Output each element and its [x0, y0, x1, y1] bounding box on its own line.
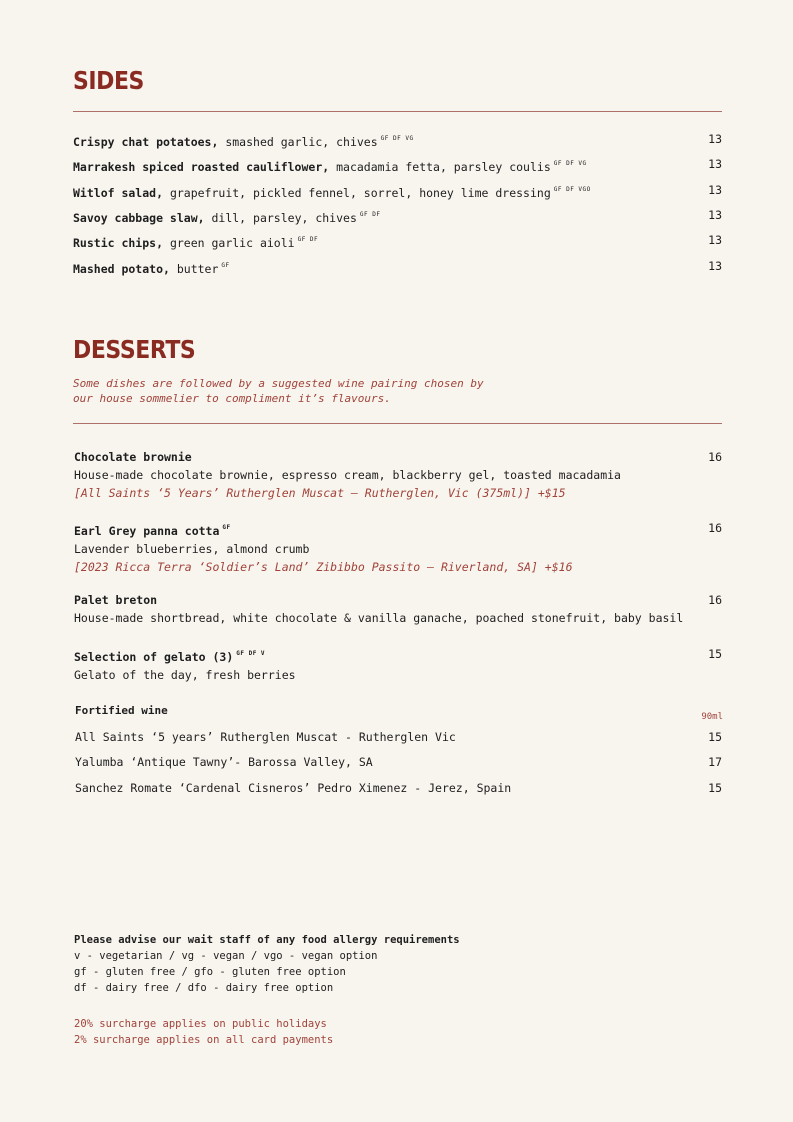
legend-line-vegetarian: v - vegetarian / vg - vegan / vgo - vegan option — [74, 950, 378, 962]
dessert-name: Selection of gelato (3) — [74, 650, 234, 664]
side-item-tags: GF DF VG — [380, 135, 414, 142]
dessert-item — [74, 591, 722, 627]
dessert-price: 15 — [708, 647, 722, 661]
desserts-intro-line-2: our house sommelier to compliment it’s flavours. — [73, 392, 391, 405]
desserts-divider — [73, 423, 722, 424]
wine-price: 17 — [708, 755, 722, 769]
dessert-name: Earl Grey panna cotta — [74, 524, 220, 538]
side-item-desc: butter — [169, 262, 219, 276]
dessert-name: Chocolate brownie — [74, 450, 192, 464]
side-item-tags: GF DF — [297, 236, 319, 243]
dessert-price: 16 — [708, 521, 722, 535]
side-item-desc: grapefruit, pickled fennel, sorrel, honey lime dressing — [163, 186, 551, 200]
side-item — [73, 258, 722, 274]
side-item-price: 13 — [708, 259, 722, 273]
side-item-name: Witlof salad, — [73, 186, 164, 200]
wine-price: 15 — [708, 781, 722, 795]
dessert-price: 16 — [708, 593, 722, 607]
legend-line-dairy: df - dairy free / dfo - dairy free option — [74, 982, 334, 994]
surcharge-holidays: 20% surcharge applies on public holidays — [74, 1018, 327, 1030]
side-item — [73, 182, 722, 198]
side-item-price: 13 — [708, 233, 722, 247]
side-item-price: 13 — [708, 132, 722, 146]
dessert-item — [74, 645, 722, 684]
wine-name: All Saints ‘5 years’ Rutherglen Muscat - Rutherglen Vic — [75, 730, 456, 744]
dessert-desc: Gelato of the day, fresh berries — [74, 668, 296, 682]
desserts-heading: DESSERTS — [73, 335, 196, 364]
side-item-price: 13 — [708, 157, 722, 171]
dessert-name: Palet breton — [74, 593, 158, 607]
dessert-tags: GF DF V — [236, 650, 266, 657]
side-item — [73, 232, 722, 248]
legend-line-gluten: gf - gluten free / gfo - gluten free option — [74, 966, 346, 978]
side-item-price: 13 — [708, 183, 722, 197]
side-item-tags: GF DF VG — [553, 160, 587, 167]
side-item-tags: GF — [221, 262, 230, 269]
dessert-item — [74, 519, 722, 576]
side-item-tags: GF DF VGO — [553, 186, 591, 193]
side-item — [73, 207, 722, 223]
wine-name: Sanchez Romate ‘Cardenal Cisneros’ Pedro Ximenez - Jerez, Spain — [75, 781, 512, 795]
side-item-desc: dill, parsley, chives — [204, 211, 357, 225]
side-item — [73, 131, 722, 147]
side-item-price: 13 — [708, 208, 722, 222]
side-item-desc: smashed garlic, chives — [218, 135, 378, 149]
side-item — [73, 156, 722, 172]
allergy-heading: Please advise our wait staff of any food allergy requirements — [74, 934, 460, 946]
desserts-intro-line-1: Some dishes are followed by a suggested wine pairing chosen by — [73, 377, 484, 390]
side-item-desc: macadamia fetta, parsley coulis — [329, 160, 551, 174]
side-item-name: Savoy cabbage slaw, — [73, 211, 205, 225]
dessert-desc: Lavender blueberries, almond crumb — [74, 542, 310, 556]
sides-divider — [73, 111, 722, 112]
wine-name: Yalumba ‘Antique Tawny’- Barossa Valley, SA — [75, 755, 373, 769]
side-item-desc: green garlic aioli — [163, 236, 295, 250]
side-item-name: Rustic chips, — [73, 236, 164, 250]
dessert-desc: House-made shortbread, white chocolate & vanilla ganache, poached stonefruit, baby basil — [74, 611, 684, 625]
fortified-wine-unit: 90ml — [701, 712, 723, 722]
wine-item — [75, 754, 722, 770]
dessert-wine-pairing: [All Saints ‘5 Years’ Rutherglen Muscat – Rutherglen, Vic (375ml)] +$15 — [74, 486, 566, 500]
dessert-tags: GF — [222, 524, 231, 531]
dessert-price: 16 — [708, 450, 722, 464]
side-item-name: Mashed potato, — [73, 262, 170, 276]
wine-price: 15 — [708, 730, 722, 744]
surcharge-card: 2% surcharge applies on all card payments — [74, 1034, 334, 1046]
surcharge-notice — [74, 1016, 333, 1048]
sides-heading: SIDES — [73, 66, 144, 95]
wine-item — [75, 780, 722, 796]
side-item-name: Crispy chat potatoes, — [73, 135, 219, 149]
dessert-wine-pairing: [2023 Ricca Terra ‘Soldier’s Land’ Zibibbo Passito – Riverland, SA] +$16 — [74, 560, 573, 574]
dessert-item — [74, 448, 722, 502]
wine-item — [75, 729, 722, 745]
side-item-tags: GF DF — [359, 211, 381, 218]
allergy-notice — [74, 932, 460, 996]
fortified-wine-heading: Fortified wine — [75, 704, 168, 717]
side-item-name: Marrakesh spiced roasted cauliflower, — [73, 160, 330, 174]
dessert-desc: House-made chocolate brownie, espresso cream, blackberry gel, toasted macadamia — [74, 468, 621, 482]
